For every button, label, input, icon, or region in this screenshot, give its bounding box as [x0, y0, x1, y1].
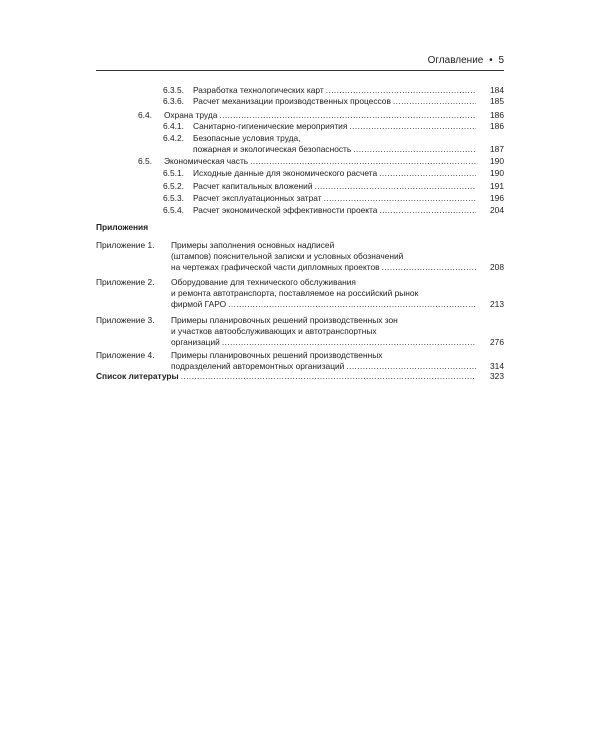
entry-title: Расчет механизации производственных процессов [193, 96, 391, 106]
entry-number: Приложение 3. [96, 315, 155, 325]
dot-leader [219, 110, 476, 121]
running-header [96, 55, 504, 67]
dot-leader [181, 371, 476, 382]
entry-line [193, 205, 504, 216]
entry-title: Санитарно-гигиенические мероприятия [193, 121, 348, 131]
dot-leader [393, 96, 476, 107]
dot-leader [379, 205, 476, 216]
entry-page-number: 208 [490, 262, 504, 272]
entry-page-number: 187 [490, 144, 504, 154]
header-bullet: • [489, 55, 493, 66]
bibliography-page-number: 323 [490, 371, 504, 381]
entry-page-number: 190 [490, 168, 504, 178]
entry-number: Приложение 2. [96, 277, 155, 287]
entry-text [164, 156, 504, 167]
entry-line [193, 181, 504, 192]
entry-title: фирмой ГАРО [171, 299, 227, 309]
dot-leader [353, 144, 476, 155]
toc-entry [96, 205, 504, 216]
toc-entry [96, 133, 504, 155]
entry-title: Исходные данные для экономического расчета [193, 168, 378, 178]
entry-number: 6.3.6. [163, 96, 184, 106]
dot-leader [349, 121, 476, 132]
entry-title: Примеры планировочных решений производственных [171, 350, 383, 360]
bibliography-title: Список литературы [96, 371, 179, 381]
entry-line [164, 110, 504, 121]
dot-leader [315, 181, 476, 192]
entry-line [193, 121, 504, 132]
entry-number: 6.5.3. [163, 193, 184, 203]
toc-entry [96, 121, 504, 132]
entry-page-number: 204 [490, 205, 504, 215]
entry-text [193, 168, 504, 179]
entry-title: и ремонта автотранспорта, поставляемое на российский рынок [171, 288, 419, 298]
header-page-number: 5 [498, 55, 504, 66]
entry-page-number: 186 [490, 121, 504, 131]
toc-entry [96, 277, 504, 310]
entry-page-number: 196 [490, 193, 504, 203]
entry-line [193, 168, 504, 179]
entry-title: пожарная и экологическая безопасность [193, 144, 352, 154]
entry-page-number: 276 [490, 337, 504, 347]
entry-title: на чертежах графической части дипломных проектов [171, 262, 380, 272]
entry-title: Безопасные условия труда, [193, 133, 301, 143]
entry-number: 6.4. [138, 110, 152, 120]
entry-number: 6.3.5. [163, 85, 184, 95]
entry-line [193, 85, 504, 96]
entry-number: 6.5.1. [163, 168, 184, 178]
entry-title: Охрана труда [164, 110, 218, 120]
entry-page-number: 186 [490, 110, 504, 120]
entry-number: 6.4.1. [163, 121, 184, 131]
toc-entry [96, 156, 504, 167]
entry-title: Разработка технологических карт [193, 85, 324, 95]
entry-text [193, 96, 504, 107]
entry-text [193, 121, 504, 132]
entry-line [96, 371, 504, 382]
entry-page-number: 191 [490, 181, 504, 191]
entry-text [171, 277, 504, 310]
entry-line [171, 299, 504, 310]
toc-entry [96, 96, 504, 107]
entry-number: 6.5.4. [163, 205, 184, 215]
dot-leader [324, 193, 476, 204]
toc-entry [96, 193, 504, 204]
entry-title: Расчет капитальных вложений [193, 181, 313, 191]
entry-line [164, 156, 504, 167]
entry-text [193, 133, 504, 155]
toc-entry-bibliography [96, 371, 504, 382]
entry-page-number: 213 [490, 299, 504, 309]
toc-entry [96, 240, 504, 273]
entry-title: (штампов) пояснительной записки и условных обозначений [171, 251, 404, 261]
entry-title: и участков автообслуживающих и автотранспортных [171, 326, 377, 336]
entry-text [193, 85, 504, 96]
entry-line [193, 144, 504, 155]
entry-line [193, 193, 504, 204]
appendices-heading: Приложения [96, 222, 149, 232]
entry-number: Приложение 1. [96, 240, 155, 250]
entry-text [171, 315, 504, 348]
toc-entry [96, 315, 504, 348]
entry-title: Примеры заполнения основных надписей [171, 240, 335, 250]
entry-number: 6.4.2. [163, 133, 184, 143]
entry-title: Экономическая часть [164, 156, 249, 166]
entry-text [193, 181, 504, 192]
entry-page-number: 190 [490, 156, 504, 166]
dot-leader [382, 262, 476, 273]
toc-entry [96, 110, 504, 121]
entry-text [193, 193, 504, 204]
entry-text [193, 205, 504, 216]
entry-line [193, 96, 504, 107]
entry-title: организаций [171, 337, 220, 347]
entry-text [171, 350, 504, 372]
toc-entry [96, 181, 504, 192]
toc-entry [96, 168, 504, 179]
toc-entry [96, 350, 504, 372]
entry-text [171, 240, 504, 273]
entry-title: Расчет эксплуатационных затрат [193, 193, 322, 203]
dot-leader [326, 85, 476, 96]
entry-page-number: 314 [490, 361, 504, 371]
entry-title: Оборудование для технического обслуживания [171, 277, 356, 287]
entry-text [96, 371, 504, 382]
header-rule [96, 70, 504, 71]
entry-number: 6.5.2. [163, 181, 184, 191]
entry-title: Примеры планировочных решений производственных зон [171, 315, 398, 325]
entry-title: Расчет экономической эффективности проекта [193, 205, 378, 215]
entry-number: Приложение 4. [96, 350, 155, 360]
dot-leader [379, 168, 476, 179]
entry-page-number: 185 [490, 96, 504, 106]
dot-leader [250, 156, 476, 167]
header-title: Оглавление [427, 55, 484, 66]
entry-text [164, 110, 504, 121]
toc-entry [96, 85, 504, 96]
dot-leader [228, 299, 476, 310]
entry-line [171, 337, 504, 348]
entry-title: подразделений авторемонтных организаций [171, 361, 345, 371]
entry-page-number: 184 [490, 85, 504, 95]
entry-number: 6.5. [138, 156, 152, 166]
dot-leader [222, 337, 476, 348]
entry-line [171, 262, 504, 273]
